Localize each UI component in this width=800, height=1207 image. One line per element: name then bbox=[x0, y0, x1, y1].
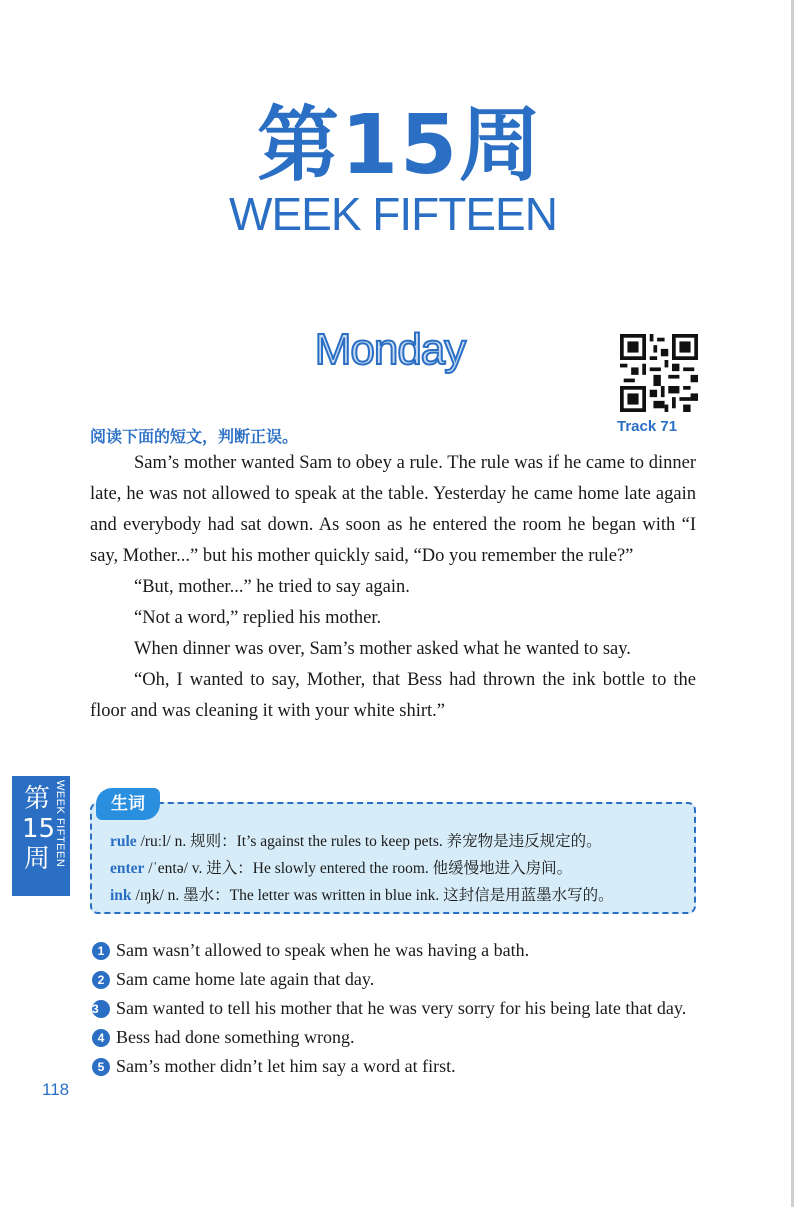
vocab-word: enter bbox=[110, 860, 145, 877]
question-item bbox=[90, 1052, 700, 1081]
question-text: Sam wasn’t allowed to speak when he was having a bath. bbox=[116, 940, 530, 960]
question-number: 5 bbox=[92, 1058, 110, 1076]
question-number: 2 bbox=[92, 971, 110, 989]
question-text: Bess had done something wrong. bbox=[116, 1027, 355, 1047]
qr-code-icon[interactable] bbox=[620, 334, 698, 412]
vocab-word: rule bbox=[110, 833, 137, 850]
vocab-detail: /ruːl/ n. 规则：It’s against the rules to keep pets. 养宠物是违反规定的。 bbox=[136, 833, 602, 850]
passage-paragraph: “But, mother...” he tried to say again. bbox=[134, 577, 410, 597]
vocabulary-box bbox=[90, 802, 696, 914]
side-week-tab bbox=[12, 776, 70, 896]
instruction: 阅读下面的短文，判断正误。 bbox=[90, 427, 299, 446]
reading-passage bbox=[90, 448, 696, 727]
passage-paragraph: “Oh, I wanted to say, Mother, that Bess had thrown the ink bottle to the floor and was cleaning it with your white shirt.” bbox=[90, 670, 696, 721]
question-number: 1 bbox=[92, 942, 110, 960]
vocab-detail: /ɪŋk/ n. 墨水：The letter was written in blue ink. 这封信是用蓝墨水写的。 bbox=[131, 887, 614, 904]
side-tab-cn: 第15周 bbox=[22, 784, 56, 874]
vocab-item bbox=[110, 882, 690, 909]
question-text: Sam came home late again that day. bbox=[116, 969, 375, 989]
question-list bbox=[90, 936, 700, 1081]
track-label: Track 71 bbox=[617, 418, 678, 435]
week-title-cn: 第15周 bbox=[256, 98, 544, 193]
question-text: Sam wanted to tell his mother that he was very sorry for his being late that day. bbox=[116, 998, 687, 1018]
question-number: 4 bbox=[92, 1029, 110, 1047]
vocab-tag: 生词 bbox=[96, 788, 160, 820]
vocab-word: ink bbox=[110, 887, 132, 904]
passage-paragraph: “Not a word,” replied his mother. bbox=[134, 608, 382, 628]
week-title-en: WEEK FIFTEEN bbox=[229, 188, 557, 240]
question-number: 3 bbox=[92, 1000, 110, 1018]
day-heading: Monday bbox=[314, 325, 466, 374]
vocab-detail: /ˈentə/ v. 进入：He slowly entered the room. 他缓慢地进入房间。 bbox=[144, 860, 573, 877]
question-item bbox=[90, 1023, 700, 1052]
side-tab-en: WEEK FIFTEEN bbox=[54, 780, 66, 868]
vocab-item bbox=[110, 828, 690, 855]
question-text: Sam’s mother didn’t let him say a word at first. bbox=[116, 1056, 456, 1076]
passage-paragraph: Sam’s mother wanted Sam to obey a rule. The rule was if he came to dinner late, he was not allowed to speak at the table. Yesterday he came home late again and everybody had sat down. As soon as he entered the room he began with “I say, Mother...” but his mother quickly said, “Do you remember the rule?” bbox=[90, 453, 696, 566]
vocab-item bbox=[110, 855, 690, 882]
question-item bbox=[90, 936, 700, 965]
question-item bbox=[90, 965, 700, 994]
passage-paragraph: When dinner was over, Sam’s mother asked what he wanted to say. bbox=[134, 639, 631, 659]
question-item bbox=[90, 994, 700, 1023]
page-number: 118 bbox=[42, 1080, 70, 1099]
vocabulary-list bbox=[110, 828, 690, 909]
